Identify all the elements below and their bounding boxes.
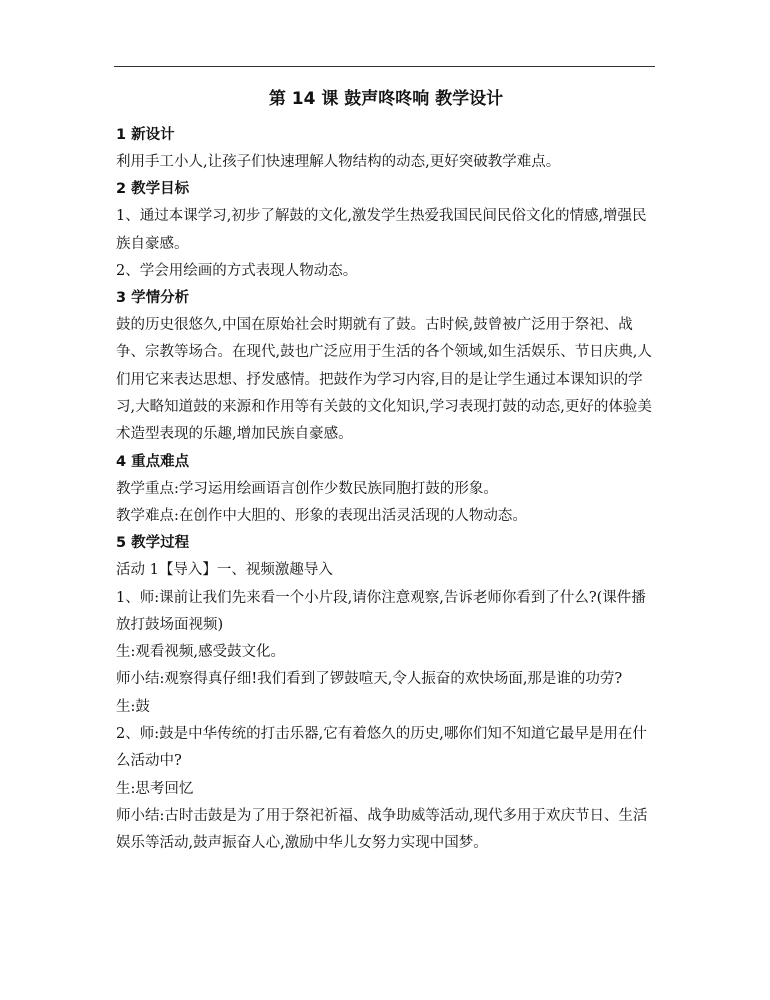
document-page (116, 86, 656, 858)
paragraph: 2、师:鼓是中华传统的打击乐器,它有着悠久的历史,哪你们知不知道它最早是用在什么活动中? (116, 726, 647, 770)
section-heading: 2 教学目标 (116, 181, 190, 198)
paragraph: 生:思考回忆 (116, 780, 194, 797)
paragraph: 生:鼓 (116, 698, 150, 715)
paragraph: 教学难点:在创作中大胆的、形象的表现出活灵活现的人物动态。 (116, 507, 527, 524)
paragraph: 生:观看视频,感受鼓文化。 (116, 644, 285, 661)
paragraph: 1、通过本课学习,初步了解鼓的文化,激发学生热爱我国民间民俗文化的情感,增强民族自豪感。 (116, 208, 647, 252)
section-student-analysis (116, 285, 656, 448)
section-teaching-goals (116, 176, 656, 285)
paragraph: 1、师:课前让我们先来看一个小片段,请你注意观察,告诉老师你看到了什么?(课件播放打鼓场面视频) (116, 589, 646, 633)
paragraph: 师小结:古时击鼓是为了用于祭祀祈福、战争助威等活动,现代多用于欢庆节日、生活娱乐等活动,鼓声振奋人心,激励中华儿女努力实现中国梦。 (116, 807, 648, 852)
paragraph: 活动 1【导入】一、视频激趣导入 (116, 562, 333, 579)
paragraph: 利用手工小人,让孩子们快速理解人物结构的动态,更好突破教学难点。 (116, 154, 561, 170)
paragraph: 2、学会用绘画的方式表现人物动态。 (116, 262, 358, 279)
section-teaching-process (116, 530, 656, 857)
section-heading: 3 学情分析 (116, 290, 190, 307)
section-heading: 4 重点难点 (116, 453, 190, 470)
header-rule (114, 66, 655, 67)
section-key-difficulties (116, 449, 656, 531)
paragraph: 鼓的历史很悠久,中国在原始社会时期就有了鼓。古时候,鼓曾被广泛用于祭祀、战争、宗教等场合。在现代,鼓也广泛应用于生活的各个领域,如生活娱乐、节日庆典,人们用它来表达思想、抒发感情。把鼓作为学习内容,目的是让学生通过本课知识的学习,大略知道鼓的来源和作用等有关鼓的文化知识,学习表现打鼓的动态,更好的体验美术造型表现的乐趣,增加民族自豪感。 (116, 317, 652, 443)
paragraph: 教学重点:学习运用绘画语言创作少数民族同胞打鼓的形象。 (116, 480, 498, 497)
section-heading: 1 新设计 (116, 127, 175, 143)
section-heading: 5 教学过程 (116, 535, 190, 552)
section-new-design (116, 122, 656, 176)
document-title: 第 14 课 鼓声咚咚响 教学设计 (268, 89, 504, 109)
paragraph: 师小结:观察得真仔细!我们看到了锣鼓喧天,令人振奋的欢快场面,那是谁的功劳? (116, 671, 623, 688)
